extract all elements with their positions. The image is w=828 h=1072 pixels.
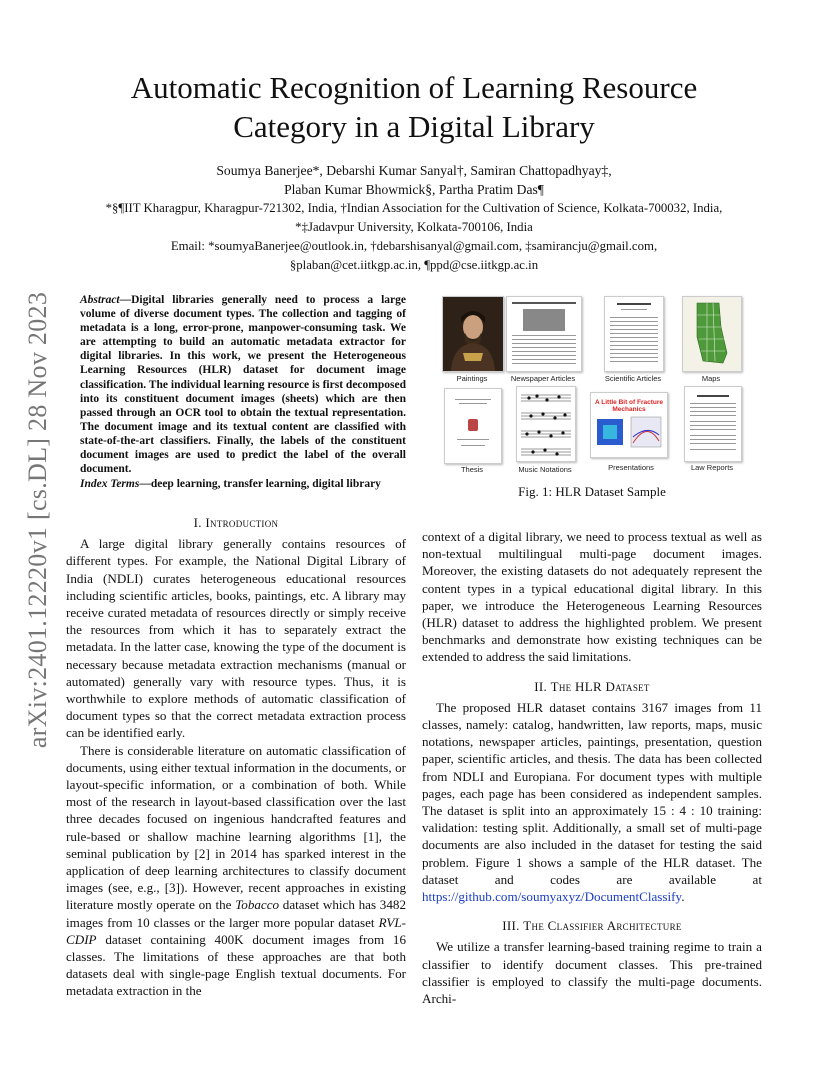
figure-label-maps: Maps	[701, 374, 721, 383]
presentation-slide-title: A Little Bit of Fracture Mechanics	[595, 399, 664, 413]
intro-continuation: context of a digital library, we need to process textual as well as non-textual multilingual multi-page document images. Moreover, the existing datasets do not adequately represent the content types in a typical educational digital library. In this paper, we introduce the Heterogeneous Learning Resources (HLR) dataset to address the highlighted problem. We present benchmarks and demonstrate how existing techniques can be extended to address the said limitations.	[422, 529, 762, 665]
figure-hlr-sample	[440, 294, 744, 480]
thesis-thumbnail	[444, 388, 502, 464]
painting-image-icon	[443, 297, 503, 371]
right-column	[422, 528, 762, 1007]
music-notation-thumbnail	[516, 386, 576, 462]
affiliation-line-2: *‡Jadavpur University, Kolkata-700106, India	[295, 220, 533, 234]
figure-label-scientific: Scientific Articles	[604, 374, 662, 383]
presentation-plot-icon	[591, 393, 667, 457]
abstract	[80, 293, 406, 491]
index-terms-label: Index Terms	[80, 478, 140, 491]
hlr-text: The proposed HLR dataset contains 3167 images from 11 classes, namely: catalog, handwritten, law reports, maps, music notations, newspaper articles, paintings, presentation, question paper, scientific articles, and thesis. The data has been collected from NDLI and Europiana. For document types with multiple pages, each page has been considered as independent samples. The dataset is split into an approximately 15 : 4 : 10 training: validation: testing split. Additionally, a small set of multi-page documents are also included in the dataset for testing the said problem. Figure 1 shows a sample of the HLR dataset. The dataset and codes are available at	[422, 699, 762, 887]
arxiv-identifier: arXiv:2401.12220v1 [cs.DL] 28 Nov 2023	[23, 291, 52, 749]
index-terms	[80, 477, 406, 491]
title-line-2: Category in a Digital Library	[233, 109, 595, 144]
email-line-2: §plaban@cet.iitkgp.ac.in, ¶ppd@cse.iitkgp.ac.in	[289, 258, 539, 272]
figure-label-paintings: Paintings	[456, 374, 488, 383]
painting-thumbnail	[442, 296, 504, 372]
figure-label-law-reports: Law Reports	[690, 463, 734, 472]
figure-label-newspaper: Newspaper Articles	[510, 374, 576, 383]
intro-p2-text-a: There is considerable literature on automatic classification of documents, using either textual information in the documents, or layout-specific information, or a combination of both. While most of the research in layout-based classification over the last three decades focused on ingenious handcrafted features and rule-based or shallow machine learning algorithms [1], the seminal publication by [2] in 2014 has sparked interest in the application of deep learning architectures to classify document images (see, e.g., [3]). However, recent approaches in existing literature mostly operate on the	[66, 742, 406, 913]
left-column	[66, 514, 406, 1000]
architecture-paragraph: We utilize a transfer learning-based training regime to train a classifier to identify document classes. This pre-trained classifier is employed to classify the multi-page documents. Archi-	[422, 939, 762, 1007]
figure-label-music: Music Notations	[518, 465, 572, 474]
intro-section-number: I.	[193, 515, 206, 530]
architecture-section-title: The Classifier Architecture	[523, 918, 682, 934]
tobacco-dataset-name: Tobacco	[235, 897, 280, 913]
intro-p2-text-c: dataset containing 400K document images from 16 classes. The limitations of these approaches are that both datasets deal with single-page English textual documents. For metadata extraction in the	[66, 931, 406, 999]
email-line-1: Email: *soumyaBanerjee@outlook.in, †debarshisanyal@gmail.com, ‡samirancju@gmail.com,	[170, 239, 658, 253]
arxiv-sidebar	[18, 280, 58, 760]
scientific-article-thumbnail	[604, 296, 664, 372]
rvl-cdip-dataset-name: RVL-CDIP	[66, 914, 406, 947]
paper-title	[60, 68, 768, 146]
authors-line-2: Plaban Kumar Bhowmick§, Partha Pratim Das¶	[284, 182, 544, 197]
hlr-text-end: .	[681, 889, 685, 905]
affiliation-line-1: *§¶IIT Kharagpur, Kharagpur-721302, India, †Indian Association for the Cultivation of Science, Kolkata-700032, India,	[105, 201, 723, 215]
figure-caption: Fig. 1: HLR Dataset Sample	[518, 484, 666, 499]
title-line-1: Automatic Recognition of Learning Resource	[130, 70, 698, 105]
law-report-thumbnail	[684, 386, 742, 462]
presentation-thumbnail	[590, 392, 668, 458]
abstract-text: —Digital libraries generally need to process a large volume of diverse document types. The collection and tagging of metadata is a long, error-prone, manpower-consuming task. We are attempting to build an automatic metadata extractor for digital libraries. In this work, we present the Heterogeneous Learning Resources (HLR) dataset for document image classification. The individual learning resource is first decomposed into its constituent document images (sheets) which are then passed through an OCR tool to obtain the textual representation. The document image and its textual content are classified with state-of-the-art classifiers. Finally, the labels of the constituent document images are used to predict the label of the overall document.	[80, 294, 406, 476]
architecture-section-number: III.	[502, 918, 524, 934]
figure-label-thesis: Thesis	[460, 465, 484, 474]
hlr-heading	[422, 678, 762, 695]
intro-p2-text-b: dataset which has 3482 images from 10 classes or the larger more popular dataset	[66, 897, 406, 930]
map-thumbnail	[682, 296, 742, 372]
figure-label-presentations: Presentations	[608, 463, 654, 472]
index-terms-text: —deep learning, transfer learning, digital library	[139, 478, 381, 491]
hlr-paragraph	[422, 699, 762, 905]
abstract-paragraph	[80, 293, 406, 476]
music-staff-icon	[517, 387, 575, 461]
github-link[interactable]: https://github.com/soumyaxyz/DocumentClassify	[422, 889, 682, 905]
architecture-heading	[422, 917, 762, 934]
abstract-label: Abstract	[80, 294, 120, 306]
authors-line-1: Soumya Banerjee*, Debarshi Kumar Sanyal†, Samiran Chattopadhyay‡,	[216, 163, 612, 178]
intro-paragraph-1: A large digital library generally contains resources of different types. For example, the National Digital Library of India (NDLI) curates heterogeneous educational resources including scientific articles, books, paintings, etc. A library may receive curated metadata of resources directly or simply receive the resources from which it has to separately extract the metadata. In the latter case, knowing the type of the document is necessary because metadata extraction mechanisms (manual or automated) generally vary with resource types. Thus, it is worthwhile to explore methods of automatic classification of document types so that the correct metadata extraction process can be identified early.	[66, 536, 406, 741]
author-block	[60, 161, 768, 275]
intro-section-title: Introduction	[205, 515, 279, 530]
intro-paragraph-2	[66, 742, 406, 1000]
map-image-icon	[683, 297, 741, 371]
hlr-section-number: II.	[534, 678, 551, 694]
intro-heading	[66, 514, 406, 531]
hlr-section-title: The HLR Dataset	[550, 678, 650, 694]
newspaper-thumbnail	[506, 296, 582, 372]
